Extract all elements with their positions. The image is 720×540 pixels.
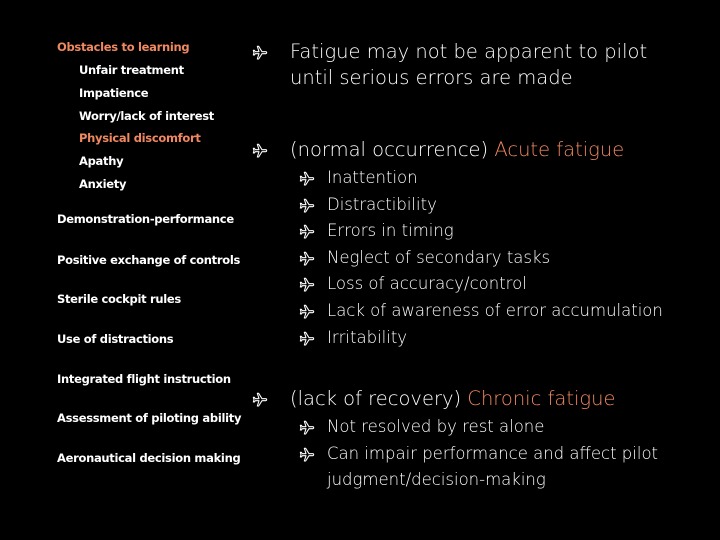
- airplane-icon: [299, 198, 315, 214]
- list-item: [250, 165, 720, 191]
- list-item: [250, 271, 720, 297]
- bullet-prefix: (lack of recovery): [290, 387, 462, 410]
- bullet-acute-fatigue: [250, 137, 720, 163]
- acute-fatigue-highlight: Acute fatigue: [494, 138, 625, 161]
- sidebar-item-adm: Aeronautical decision making: [57, 451, 241, 465]
- sidebar-item-obstacles: Obstacles to learning: [57, 40, 190, 54]
- airplane-icon: [299, 224, 315, 240]
- list-item-label: Not resolved by rest alone: [327, 417, 545, 436]
- sidebar-item-unfair-treatment: Unfair treatment: [79, 63, 184, 77]
- sidebar-item-sterile-cockpit: Sterile cockpit rules: [57, 292, 181, 306]
- list-item: [250, 441, 720, 493]
- list-item-label: Lack of awareness of error accumulation: [327, 301, 663, 320]
- sidebar-list: [0, 0, 250, 540]
- list-item-label: Inattention: [327, 168, 418, 187]
- airplane-icon: [299, 331, 315, 347]
- list-item: [250, 325, 720, 351]
- airplane-icon: [299, 447, 315, 463]
- chronic-fatigue-highlight: Chronic fatigue: [467, 387, 616, 410]
- content-panel: [250, 0, 720, 540]
- list-item-label: Can impair performance and affect pilot: [327, 444, 659, 463]
- list-item: [250, 192, 720, 218]
- list-item-label: Errors in timing: [327, 221, 454, 240]
- list-item: [250, 414, 720, 440]
- sidebar-item-apathy: Apathy: [79, 154, 124, 168]
- airplane-icon: [299, 304, 315, 320]
- list-item-label: Distractibility: [327, 195, 437, 214]
- sidebar-item-integrated-instruction: Integrated flight instruction: [57, 372, 231, 386]
- bullet-chronic-fatigue: [250, 386, 720, 412]
- list-item-label: judgment/decision-making: [327, 470, 546, 489]
- sidebar-item-physical-discomfort: Physical discomfort: [79, 131, 201, 145]
- airplane-icon: [299, 171, 315, 187]
- sidebar-item-anxiety: Anxiety: [79, 177, 127, 191]
- sidebar-item-worry: Worry/lack of interest: [79, 109, 214, 123]
- bullet-line: Fatigue may not be apparent to pilot: [290, 40, 648, 63]
- airplane-icon: [252, 143, 268, 159]
- list-item: [250, 245, 720, 271]
- list-item-label: Irritability: [327, 328, 408, 347]
- sidebar-item-demonstration: Demonstration-performance: [57, 212, 234, 226]
- airplane-icon: [252, 45, 268, 61]
- sidebar-item-impatience: Impatience: [79, 86, 149, 100]
- bullet-prefix: (normal occurrence): [290, 138, 489, 161]
- list-item-label: Neglect of secondary tasks: [327, 248, 551, 267]
- sidebar-item-positive-exchange: Positive exchange of controls: [57, 253, 241, 267]
- airplane-icon: [252, 392, 268, 408]
- sidebar-item-assessment: Assessment of piloting ability: [57, 411, 242, 425]
- sidebar-item-distractions: Use of distractions: [57, 332, 174, 346]
- list-item: [250, 218, 720, 244]
- list-item-label: Loss of accuracy/control: [327, 274, 527, 293]
- list-item: [250, 298, 720, 324]
- bullet-line: until serious errors are made: [290, 66, 573, 89]
- airplane-icon: [299, 251, 315, 267]
- airplane-icon: [299, 277, 315, 293]
- airplane-icon: [299, 420, 315, 436]
- bullet-fatigue-apparent: [250, 39, 720, 91]
